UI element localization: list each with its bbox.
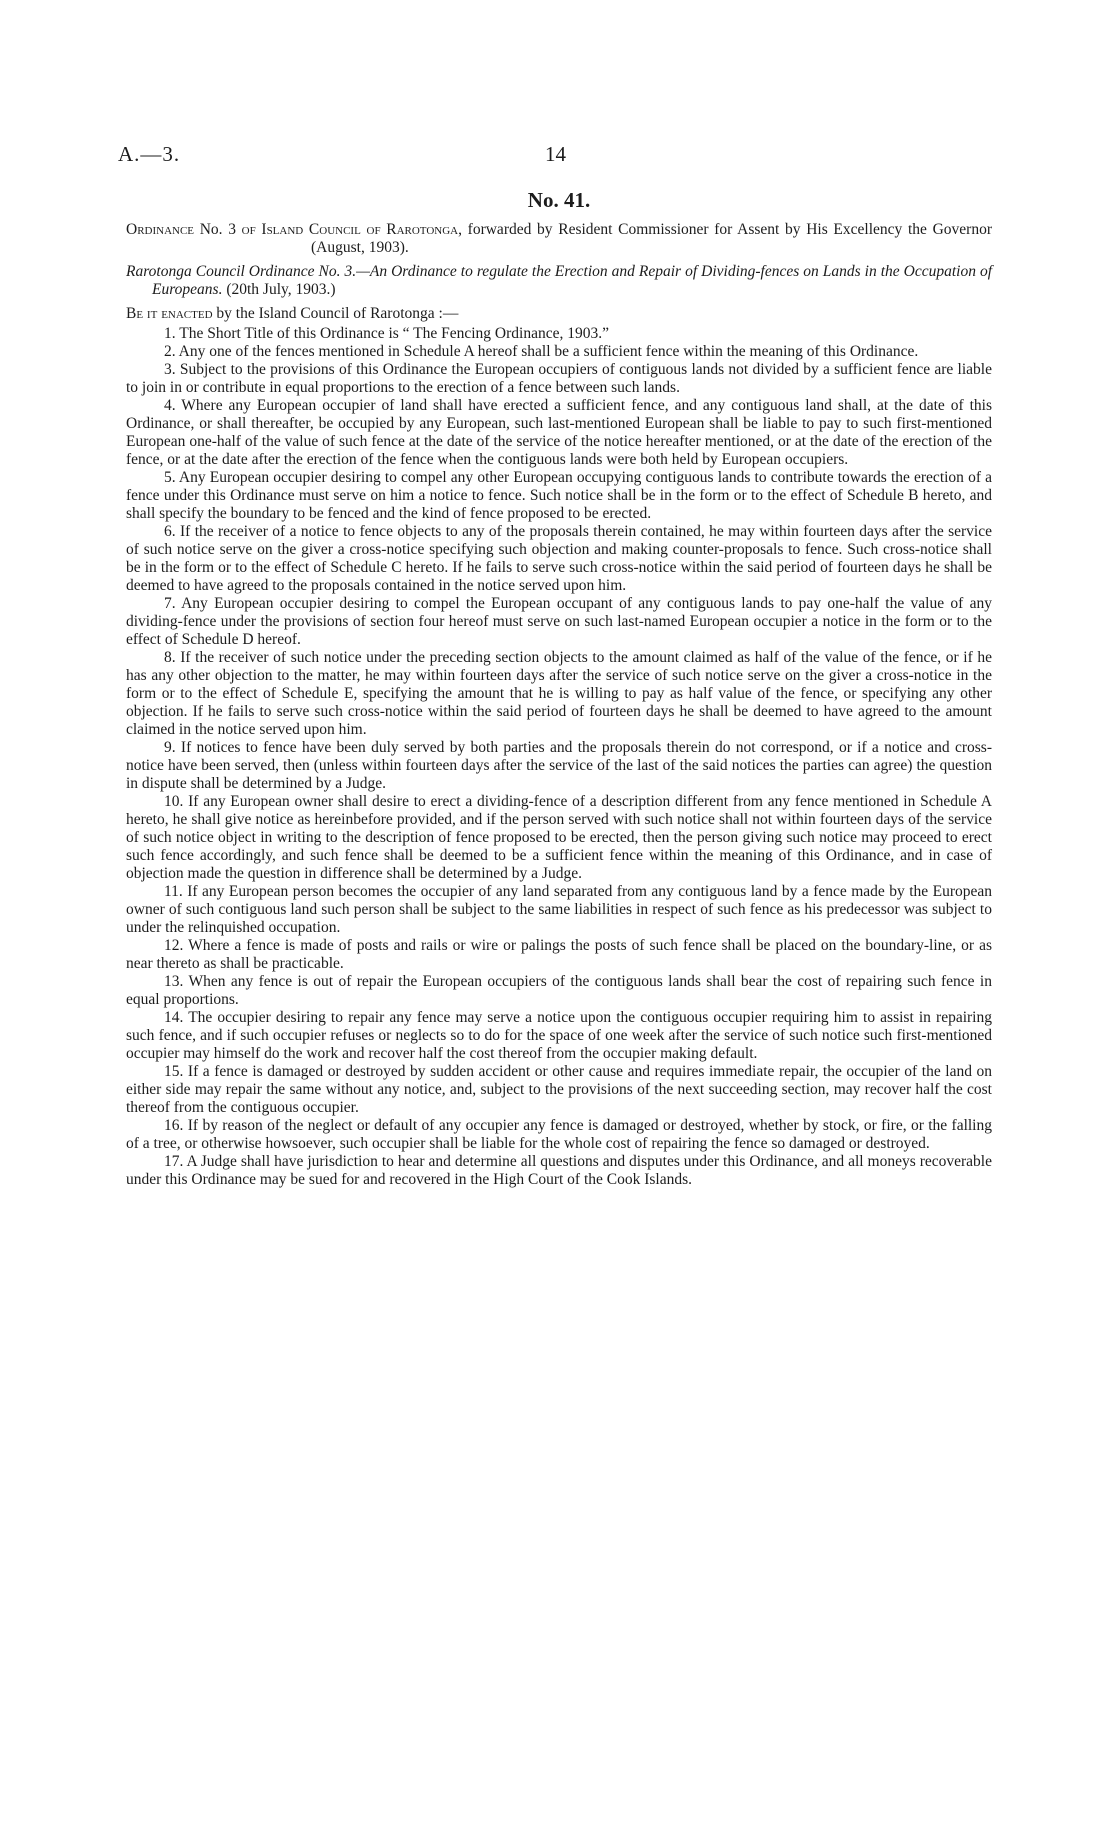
section-paragraph: 7. Any European occupier desiring to compel the European occupant of any contiguous lands to pay one-half the value of any dividing-fence under the provisions of section four hereof must serve on such last-named European occupier a notice in the form or to the effect of Schedule D hereof. [126,595,992,648]
section-paragraph: 2. Any one of the fences mentioned in Schedule A hereof shall be a sufficient fence within the meaning of this Ordinance. [164,343,919,360]
section-paragraph: 15. If a fence is damaged or destroyed by sudden accident or other cause and requires immediate repair, the occupier of the land on either side may repair the same without any notice, and, subject to the provisions of the next succeeding section, may recover half the cost thereof from the contiguous occupier. [126,1063,992,1116]
paper-reference: A.—3. [118,142,181,166]
intro-of2-label: of [366,221,381,238]
section-paragraph: 9. If notices to fence have been duly served by both parties and the proposals therein do not correspond, or if a notice and cross-notice have been served, then (unless within fourteen days after the service of the last of the said notices the parties can agree) the question in dispute shall be determined by a Judge. [126,739,992,792]
section-paragraph: 16. If by reason of the neglect or default of any occupier any fence is damaged or destroyed, whether by stock, or fire, or the falling of a tree, or otherwise howsoever, such occupier shall be liable for the whole cost of repairing the fence so damaged or destroyed. [126,1117,992,1152]
ordinance-subtitle [126,263,992,299]
section-paragraph: 17. A Judge shall have jurisdiction to hear and determine all questions and disputes under this Ordinance, and all moneys recoverable under this Ordinance may be sued for and recovered in the High Court of the Cook Islands. [126,1153,992,1188]
section-paragraph: 10. If any European owner shall desire to erect a dividing-fence of a description different from any fence mentioned in Schedule A hereto, he shall give notice as hereinbefore provided, and if the person served with such notice shall not within fourteen days of the service of such notice object in writing to the description of fence proposed to be erected, then the person giving such notice may proceed to erect such fence accordingly, and such fence shall be deemed to be a sufficient fence within the meaning of this Ordinance, and in case of objection made the question in difference shall be determined by a Judge. [126,793,992,882]
document-heading: No. 41. [527,188,591,212]
section-paragraph: 5. Any European occupier desiring to compel any other European occupying contiguous lands to contribute towards the erection of a fence under this Ordinance must serve on him a notice to fence. Such notice shall be in the form or to the effect of Schedule B hereto, and shall specify the boundary to be fenced and the kind of fence proposed to be erected. [126,469,992,522]
section-paragraph: 6. If the receiver of a notice to fence objects to any of the proposals therein contained, he may within fourteen days after the service of such notice serve on the giver a cross-notice specifying such objection and making counter-proposals to fence. Such cross-notice shall be in the form or to the effect of Schedule C hereto. If he fails to serve such cross-notice within the said period of fourteen days he shall be deemed to have agreed to the proposals contained in the notice served upon him. [126,523,992,594]
page-number: 14 [545,142,566,166]
section-paragraph: 4. Where any European occupier of land shall have erected a sufficient fence, and any contiguous land shall, at the date of this Ordinance, or shall thereafter, be occupied by any European, such last-mentioned European shall be liable to pay to such first-mentioned European one-half of the value of such fence at the date of the service of the notice hereafter mentioned, or at the date of the erection of the fence, or at the date after the erection of the fence when the contiguous lands were both held by European occupiers. [126,397,992,468]
enacting-clause [126,305,992,323]
intro-number: No. 3 [194,221,242,238]
intro-rest: , forwarded by Resident Commissioner for Assent by His Excellency the Governor (August, 1903). [311,221,992,256]
enact-rest: by the Island Council of Rarotonga :— [212,305,459,322]
section-paragraph: 8. If the receiver of such notice under the preceding section objects to the amount claimed as half of the value of the fence, or if he has any other objection to the matter, he may within fourteen days after the service of such notice serve on the giver a cross-notice in the form or to the effect of Schedule E, specifying the amount that he is willing to pay as half value of the fence, or specifying any other objection. If he fails to serve such cross-notice within the said period of fourteen days he shall be deemed to have agreed to the amount claimed in the notice served upon him. [126,649,992,738]
intro-place: Rarotonga [380,221,459,238]
intro-of-label: of [241,221,256,238]
enact-prefix: Be it enacted [126,305,213,322]
section-paragraph: 14. The occupier desiring to repair any fence may serve a notice upon the contiguous occupier requiring him to assist in repairing such fence, and if such occupier refuses or neglects so to do for the space of one week after the service of such notice such first-mentioned occupier may himself do the work and recover half the cost thereof from the occupier making default. [126,1009,992,1062]
intro-council-label: Island Council [255,221,367,238]
section-paragraph: 13. When any fence is out of repair the European occupiers of the contiguous lands shall bear the cost of repairing such fence in equal proportions. [126,973,992,1008]
intro-ordinance-label: Ordinance [126,221,195,238]
ordinance-intro [126,221,992,257]
section-paragraph: 1. The Short Title of this Ordinance is “ The Fencing Ordinance, 1903.” [164,325,609,342]
subtitle-italic: Rarotonga Council Ordinance No. 3.—An Ordinance to regulate the Erection and Repair of Dividing-fences on Lands in the Occupation of Europeans. [126,263,992,298]
section-paragraph: 3. Subject to the provisions of this Ordinance the European occupiers of contiguous lands not divided by a sufficient fence are liable to join in or contribute in equal proportions to the erection of a fence between such lands. [126,361,992,396]
section-paragraph: 12. Where a fence is made of posts and rails or wire or palings the posts of such fence shall be placed on the boundary-line, or as near thereto as shall be practicable. [126,937,992,972]
section-paragraph: 11. If any European person becomes the occupier of any land separated from any contiguous land by a fence made by the European owner of such contiguous land such person shall be subject to the same liabilities in respect of such fence as his predecessor was subject to under the relinquished occupation. [126,883,992,936]
subtitle-date: (20th July, 1903.) [222,281,336,298]
document-body [126,188,992,1189]
